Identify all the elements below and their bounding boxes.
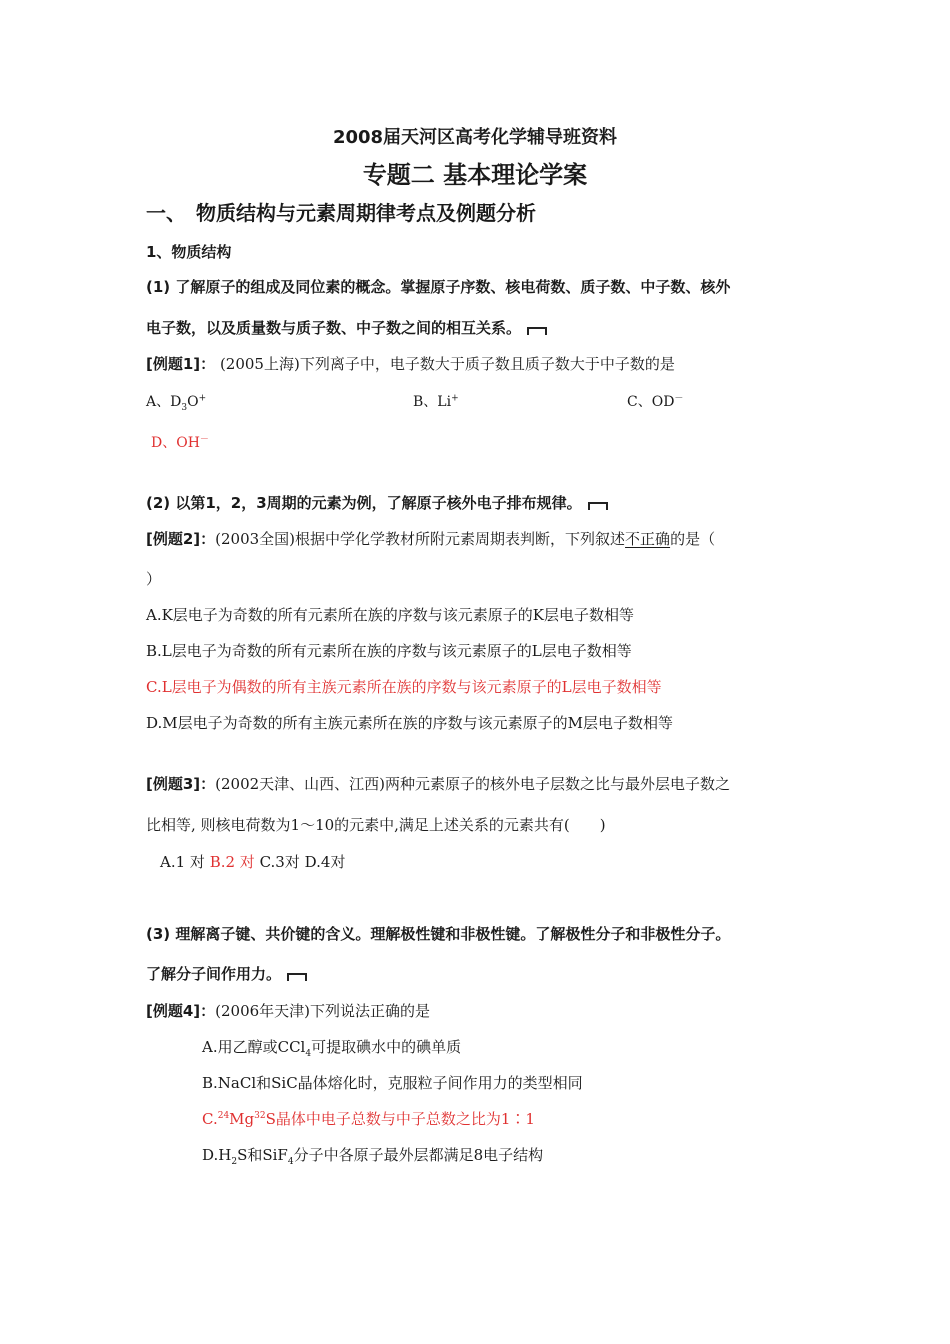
option-a-text-2: O bbox=[187, 394, 199, 410]
paragraph-return-icon bbox=[527, 327, 547, 335]
example4-option-d bbox=[202, 1145, 543, 1165]
example3-label: [例题3]： bbox=[146, 775, 216, 793]
ex4-c-superscript-1: 24 bbox=[217, 1111, 230, 1121]
ex4-c-text-2: Mg bbox=[229, 1110, 255, 1128]
option-b-superscript: + bbox=[451, 393, 459, 404]
ex4-a-subscript: 4 bbox=[305, 1049, 312, 1059]
example2-question-pre: (2003全国)根据中学化学教材所附元素周期表判断，下列叙述 bbox=[215, 530, 626, 548]
point1-line2 bbox=[146, 318, 547, 338]
ex4-c-text-3: S晶体中电子总数与中子总数之比为1∶1 bbox=[265, 1110, 535, 1128]
example1-option-c bbox=[627, 392, 683, 412]
example2-underlined-text: 不正确 bbox=[625, 530, 671, 548]
option-a-text: A、D bbox=[146, 394, 182, 410]
example3-options bbox=[160, 852, 345, 872]
ex4-a-text: A.用乙醇或CCl bbox=[202, 1038, 306, 1056]
option-d-superscript: － bbox=[199, 434, 209, 445]
ex4-a-text-2: 可提取碘水中的碘单质 bbox=[311, 1038, 462, 1056]
option-b-text: B、Li bbox=[413, 394, 452, 410]
example2-option-c-answer: C.L层电子为偶数的所有主族元素所在族的序数与该元素原子的L层电子数相等 bbox=[146, 678, 662, 696]
document-top-title: 2008届天河区高考化学辅导班资料 bbox=[332, 127, 618, 148]
example2-question-post: 的是（ bbox=[670, 530, 716, 548]
example2-option-d: D.M层电子为奇数的所有主族元素所在族的序数与该元素原子的M层电子数相等 bbox=[146, 714, 673, 732]
example4-stem bbox=[146, 1001, 430, 1021]
paragraph-return-icon bbox=[588, 502, 608, 510]
example1-option-b bbox=[413, 392, 459, 412]
example2-option-a: A.K层电子为奇数的所有元素所在族的序数与该元素原子的K层电子数相等 bbox=[146, 606, 635, 624]
point3-line1: (3) 理解离子键、共价键的含义。理解极性键和非极性键。了解极性分子和非极性分子。 bbox=[146, 925, 731, 943]
example4-option-c-answer bbox=[202, 1109, 535, 1129]
example4-label: [例题4]： bbox=[146, 1002, 216, 1020]
example1-label: [例题1]： bbox=[146, 355, 216, 373]
document-subtitle: 专题二 基本理论学案 bbox=[362, 161, 588, 189]
ex4-d-subscript-2: 4 bbox=[287, 1157, 294, 1167]
ex4-d-text: D.H bbox=[202, 1146, 232, 1164]
paragraph-return-icon bbox=[287, 973, 307, 981]
point3-line2-text: 了解分子间作用力。 bbox=[146, 965, 282, 983]
example4-option-a bbox=[202, 1037, 461, 1057]
example3-option-d: D.4对 bbox=[304, 853, 346, 871]
subsection-heading: 1、物质结构 bbox=[146, 243, 232, 261]
point1-line1: (1) 了解原子的组成及同位素的概念。掌握原子序数、核电荷数、质子数、中子数、核外 bbox=[146, 278, 731, 296]
point2-line bbox=[146, 493, 608, 513]
point1-line2-text: 电子数，以及质量数与质子数、中子数之间的相互关系。 bbox=[146, 319, 522, 337]
ex4-d-text-3: 分子中各原子最外层都满足8电子结构 bbox=[293, 1146, 544, 1164]
option-a-superscript: + bbox=[198, 393, 207, 404]
ex4-c-text: C. bbox=[202, 1110, 218, 1128]
example2-stem-close: ） bbox=[146, 570, 162, 588]
example3-line2: 比相等, 则核电荷数为1～10的元素中,满足上述关系的元素共有( ) bbox=[146, 816, 606, 834]
ex4-c-superscript-2: 32 bbox=[254, 1111, 266, 1121]
example1-stem bbox=[146, 354, 675, 374]
example2-label: [例题2]： bbox=[146, 530, 216, 548]
example3-option-c: C.3对 bbox=[259, 853, 300, 871]
example3-question: (2002天津、山西、江西)两种元素原子的核外电子层数之比与最外层电子数之 bbox=[215, 775, 731, 793]
point3-line2 bbox=[146, 964, 307, 984]
ex4-d-text-2: S和SiF bbox=[237, 1146, 288, 1164]
section-heading: 一、 物质结构与元素周期律考点及例题分析 bbox=[146, 201, 536, 225]
example1-option-d-answer bbox=[151, 433, 209, 453]
point2-text: (2) 以第1，2，3周期的元素为例，了解原子核外电子排布规律。 bbox=[146, 494, 582, 512]
example4-option-b: B.NaCl和SiC晶体熔化时，克服粒子间作用力的类型相同 bbox=[202, 1074, 583, 1092]
option-d-text: D、OH bbox=[151, 435, 200, 451]
example3-option-b-answer: B.2 对 bbox=[209, 853, 255, 871]
example3-line1 bbox=[146, 774, 730, 794]
example2-stem bbox=[146, 529, 715, 549]
option-a-subscript: 3 bbox=[181, 402, 188, 413]
example1-option-a bbox=[146, 392, 206, 412]
option-c-superscript: － bbox=[674, 393, 684, 404]
example1-question: (2005上海)下列离子中，电子数大于质子数且质子数大于中子数的是 bbox=[219, 355, 675, 373]
example4-question: (2006年天津)下列说法正确的是 bbox=[215, 1002, 431, 1020]
example3-option-a: A.1 对 bbox=[160, 853, 205, 871]
ex4-d-subscript-1: 2 bbox=[231, 1157, 238, 1167]
option-c-text: C、OD bbox=[627, 394, 675, 410]
example2-option-b: B.L层电子为奇数的所有元素所在族的序数与该元素原子的L层电子数相等 bbox=[146, 642, 632, 660]
